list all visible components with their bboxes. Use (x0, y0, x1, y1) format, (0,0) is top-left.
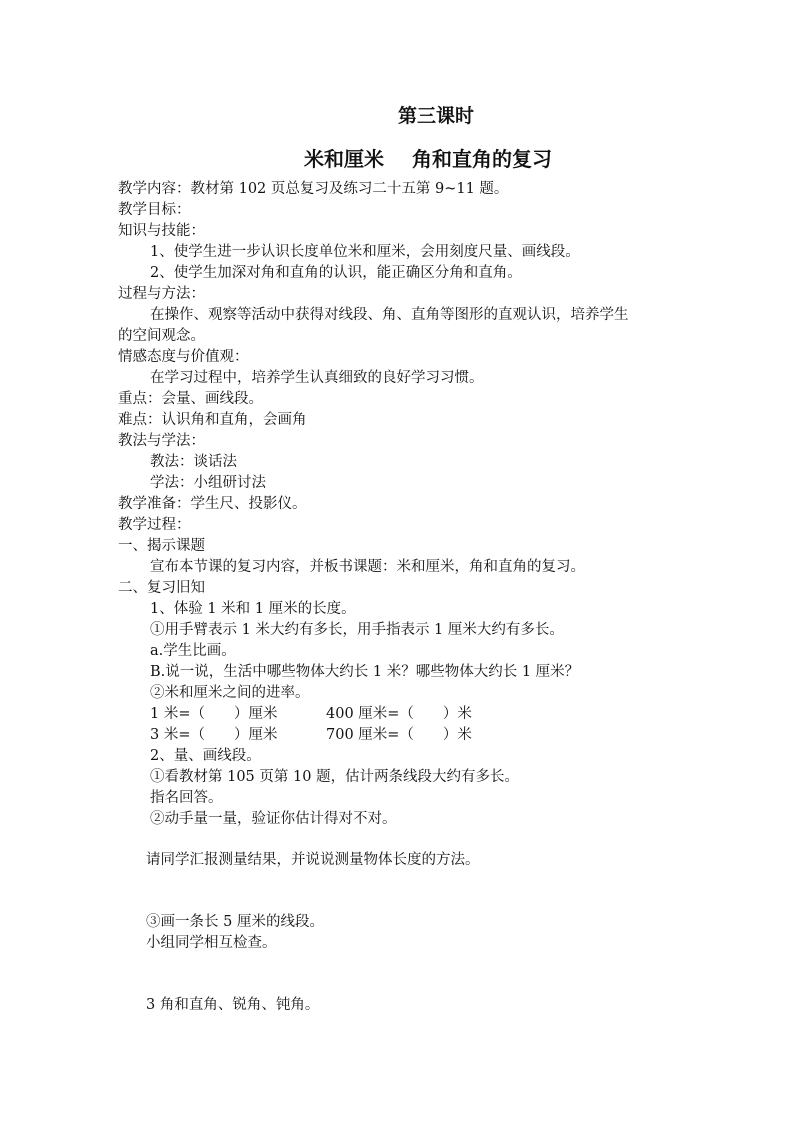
section-2-item-2d: 请同学汇报测量结果，并说说测量物体长度的方法。 (146, 852, 480, 868)
conversion-blank-4: 700 厘米=（ ）米 (326, 727, 472, 743)
lesson-title (304, 146, 552, 172)
section-2-item-3: 3 角和直角、锐角、钝角。 (146, 997, 320, 1013)
section-1-text: 宣布本节课的复习内容，并板书课题：米和厘米，角和直角的复习。 (150, 559, 585, 575)
conversion-blank-3: 3 米=（ ）厘米 (150, 727, 278, 743)
lesson-title-part-1: 米和厘米 (304, 147, 384, 171)
emotion-values-text: 在学习过程中，培养学生认真细致的良好学习习惯。 (150, 370, 484, 386)
teaching-method: 教法：谈话法 (150, 454, 237, 470)
lesson-period-title: 第三课时 (398, 105, 475, 127)
conversion-blank-2: 400 厘米=（ ）米 (326, 706, 472, 722)
lesson-title-part-2: 角和直角的复习 (412, 147, 552, 171)
section-2-item-1a: ①用手臂表示 1 米大约有多长，用手指表示 1 厘米大约有多长。 (150, 622, 564, 638)
emotion-values-heading: 情感态度与价值观： (118, 349, 249, 365)
learning-method: 学法：小组研讨法 (150, 475, 266, 491)
process-text-line-1: 在操作、观察等活动中获得对线段、角、直角等图形的直观认识，培养学生 (150, 307, 629, 323)
section-2-item-1: 1、体验 1 米和 1 厘米的长度。 (150, 601, 356, 617)
difficult-point: 难点：认识角和直角，会画角 (118, 412, 307, 428)
methods-heading: 教法与学法： (118, 433, 205, 449)
knowledge-item-2: 2、使学生加深对角和直角的认识，能正确区分角和直角。 (150, 265, 522, 281)
process-methods-heading: 过程与方法： (118, 286, 205, 302)
section-2-item-2c: ②动手量一量，验证你估计得对不对。 (150, 811, 397, 827)
section-2-item-2b: 指名回答。 (150, 790, 223, 806)
section-2-item-1c: B.说一说，生活中哪些物体大约长 1 米？哪些物体大约长 1 厘米？ (150, 664, 580, 680)
teaching-goals-heading: 教学目标： (118, 202, 191, 218)
knowledge-skills-heading: 知识与技能： (118, 223, 205, 239)
conversion-blank-1: 1 米=（ ）厘米 (150, 706, 278, 722)
process-text-line-2: 的空间观念。 (118, 328, 205, 344)
section-1-heading: 一、揭示课题 (118, 538, 205, 554)
section-2-heading: 二、复习旧知 (118, 580, 205, 596)
section-2-item-2e: ③画一条长 5 厘米的线段。 (146, 914, 324, 930)
section-2-item-2f: 小组同学相互检查。 (146, 935, 277, 951)
section-2-item-1b: a.学生比画。 (150, 643, 236, 659)
section-2-item-1d: ②米和厘米之间的进率。 (150, 685, 310, 701)
teaching-content: 教学内容：教材第 102 页总复习及练习二十五第 9~11 题。 (118, 181, 509, 197)
teaching-procedure-heading: 教学过程： (118, 517, 191, 533)
teaching-preparation: 教学准备：学生尺、投影仪。 (118, 496, 307, 512)
knowledge-item-1: 1、使学生进一步认识长度单位米和厘米，会用刻度尺量、画线段。 (150, 244, 580, 260)
key-point: 重点：会量、画线段。 (118, 391, 263, 407)
section-2-item-2: 2、量、画线段。 (150, 748, 261, 764)
section-2-item-2a: ①看教材第 105 页第 10 题，估计两条线段大约有多长。 (150, 769, 520, 785)
